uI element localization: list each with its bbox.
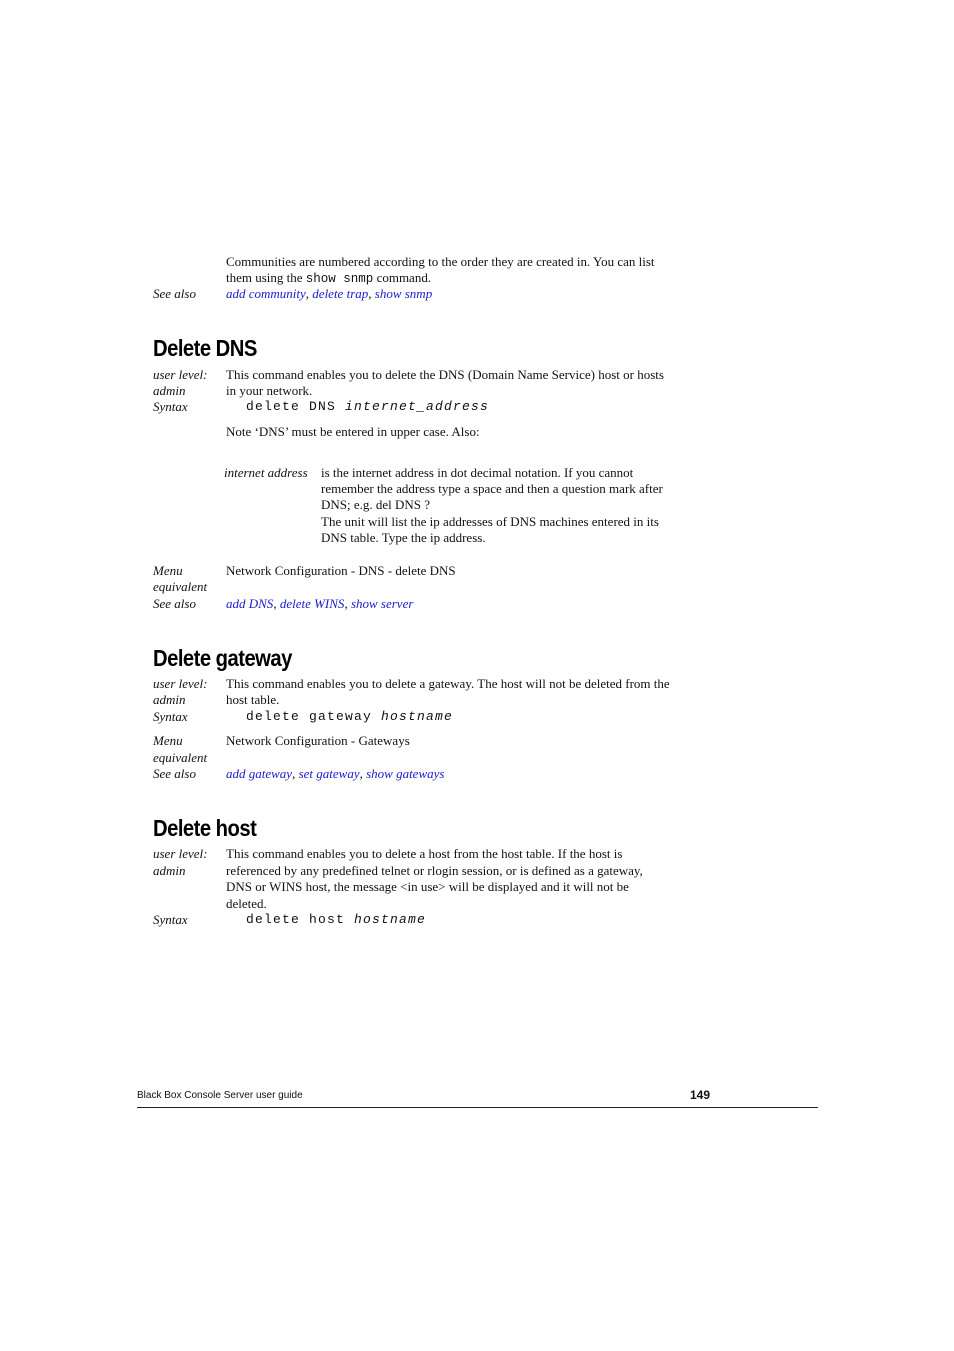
- syntax-command: delete gateway hostname: [246, 709, 454, 724]
- user-level-value: admin: [153, 383, 186, 398]
- see-also-links: add gateway, set gateway, show gateways: [226, 766, 445, 781]
- menu-equivalent: Network Configuration - DNS - delete DNS: [226, 563, 456, 578]
- param-desc-line: DNS; e.g. del DNS ?: [321, 497, 431, 512]
- user-level-label: user level:: [153, 846, 208, 861]
- param-desc-line: remember the address type a space and then a question mark after: [321, 481, 663, 496]
- see-also-links: add DNS, delete WINS, show server: [226, 596, 414, 611]
- description-line: referenced by any predefined telnet or rlogin session, or is defined as a gateway,: [226, 863, 643, 878]
- link-show-gateways[interactable]: show gateways: [366, 766, 445, 781]
- menu-label: Menu: [153, 563, 183, 578]
- syntax-command: delete host hostname: [246, 912, 427, 927]
- inline-code: show snmp: [305, 272, 374, 286]
- menu-label: equivalent: [153, 579, 208, 594]
- note-text: Note ‘DNS’ must be entered in upper case. Also:: [226, 424, 480, 439]
- see-also-label: See also: [153, 286, 196, 301]
- description-line: This command enables you to delete the DNS (Domain Name Service) host or hosts: [226, 367, 664, 382]
- section-title-delete-dns: Delete DNS: [153, 335, 257, 361]
- param-name: internet address: [224, 465, 308, 480]
- description-line: in your network.: [226, 383, 313, 398]
- menu-label: equivalent: [153, 750, 208, 765]
- description-line: deleted.: [226, 896, 267, 911]
- user-level-label: user level:: [153, 367, 208, 382]
- intro-line1: Communities are numbered according to the order they are created in. You can list: [226, 254, 655, 269]
- page-number: 149: [690, 1088, 711, 1102]
- link-add-community[interactable]: add community: [226, 286, 306, 301]
- description-line: This command enables you to delete a gateway. The host will not be deleted from the: [226, 676, 670, 691]
- menu-equivalent: Network Configuration - Gateways: [226, 733, 410, 748]
- user-level-value: admin: [153, 692, 186, 707]
- syntax-command: delete DNS internet_address: [246, 399, 490, 414]
- see-also-label: See also: [153, 766, 196, 781]
- param-desc-line: The unit will list the ip addresses of DNS machines entered in its: [321, 514, 659, 529]
- link-show-server[interactable]: show server: [350, 596, 414, 611]
- param-desc-line: DNS table. Type the ip address.: [321, 530, 486, 545]
- section-title-delete-host: Delete host: [153, 815, 257, 841]
- syntax-label: Syntax: [153, 912, 188, 927]
- section-title-delete-gateway: Delete gateway: [153, 645, 292, 671]
- link-show-snmp[interactable]: show snmp: [374, 286, 433, 301]
- footer-rule: [137, 1107, 818, 1108]
- footer-title: Black Box Console Server user guide: [137, 1090, 303, 1101]
- user-level-value: admin: [153, 863, 186, 878]
- link-delete-trap[interactable]: delete trap: [312, 286, 369, 301]
- link-add-gateway[interactable]: add gateway: [226, 766, 293, 781]
- description-line: DNS or WINS host, the message <in use> will be displayed and it will not be: [226, 879, 629, 894]
- see-also-links: add community, delete trap, show snmp: [226, 286, 433, 301]
- link-set-gateway[interactable]: set gateway: [298, 766, 360, 781]
- user-level-label: user level:: [153, 676, 208, 691]
- description-line: This command enables you to delete a host from the host table. If the host is: [226, 846, 623, 861]
- see-also-label: See also: [153, 596, 196, 611]
- description-line: host table.: [226, 692, 280, 707]
- param-desc-line: is the internet address in dot decimal notation. If you cannot: [321, 465, 634, 480]
- syntax-label: Syntax: [153, 709, 188, 724]
- menu-label: Menu: [153, 733, 183, 748]
- syntax-label: Syntax: [153, 399, 188, 414]
- link-delete-wins[interactable]: delete WINS: [279, 596, 345, 611]
- link-add-dns[interactable]: add DNS: [226, 596, 274, 611]
- intro-line2: them using the show snmp command.: [226, 270, 432, 286]
